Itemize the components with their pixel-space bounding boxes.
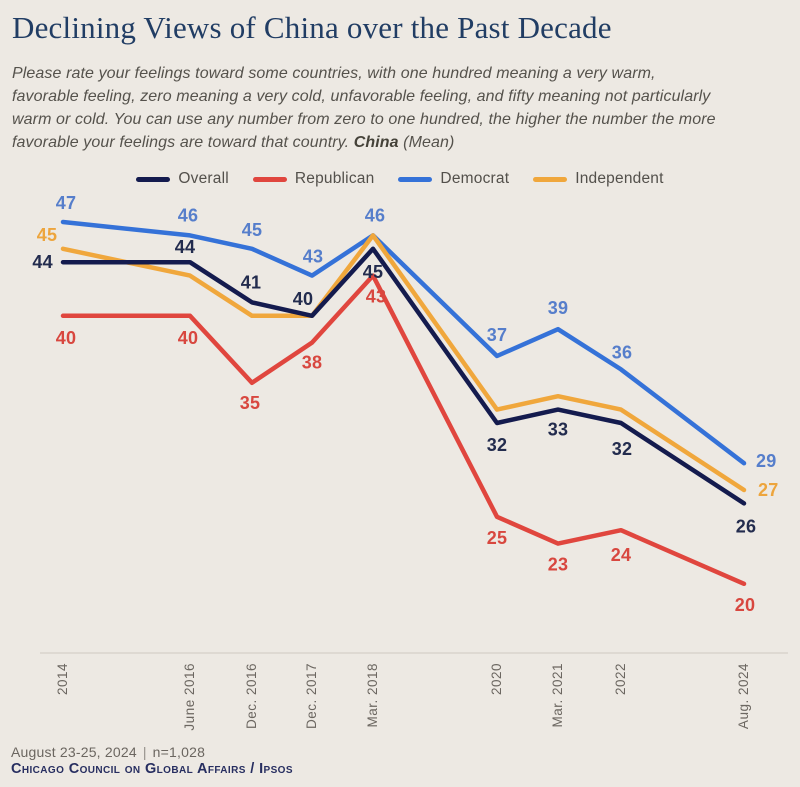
x-axis-label	[54, 663, 72, 749]
value-label-overall: 40	[292, 288, 314, 309]
value-label-overall: 44	[174, 237, 196, 258]
value-label-democrat: 43	[302, 246, 324, 267]
value-label-republican: 38	[301, 352, 323, 373]
x-axis-label	[488, 663, 506, 749]
x-axis-label	[181, 663, 199, 749]
x-axis-label	[549, 663, 567, 749]
x-axis-label-text: June 2016	[182, 663, 197, 731]
x-axis-label	[303, 663, 321, 749]
survey-info	[11, 744, 205, 760]
value-label-independent: 45	[36, 224, 58, 245]
x-axis-label-text: Dec. 2017	[304, 663, 319, 730]
survey-dates: August 23-25, 2024	[11, 744, 137, 760]
x-axis-label	[735, 663, 753, 749]
subtitle-measure: (Mean)	[398, 134, 455, 151]
x-axis-label-text: 2020	[489, 663, 504, 696]
separator: |	[142, 744, 147, 760]
value-label-democrat: 47	[55, 193, 77, 213]
value-label-overall: 26	[735, 516, 757, 537]
value-label-democrat: 45	[241, 219, 263, 240]
x-axis-label	[364, 663, 382, 749]
value-label-republican: 25	[486, 527, 508, 548]
value-label-democrat: 46	[177, 205, 199, 226]
value-label-republican: 43	[365, 286, 387, 307]
x-axis-label-text: 2022	[613, 663, 628, 696]
value-label-overall: 32	[611, 439, 633, 459]
x-axis-label-text: Aug. 2024	[736, 663, 751, 730]
x-axis-label-text: 2014	[55, 663, 70, 696]
value-label-overall: 32	[486, 435, 508, 455]
value-label-republican: 40	[177, 327, 199, 348]
legend-label: Democrat	[440, 170, 510, 187]
x-axis-label	[243, 663, 261, 749]
value-label-overall: 41	[240, 272, 262, 293]
line-democrat	[63, 219, 744, 463]
source-attribution: Chicago Council on Global Affairs / Ipsos	[11, 761, 293, 777]
subtitle-text: Please rate your feelings toward some countries, with one hundred meaning a very warm, favorable feeling, zero meaning a very cold, unfavorable feeling, and fifty meaning not particularly warm or cold. You can use any number from zero to one hundred, the higher the number the more favorable your feelings are toward that country.	[12, 65, 716, 151]
value-label-democrat: 29	[756, 451, 777, 472]
legend-label: Republican	[294, 170, 375, 187]
value-label-independent: 27	[758, 480, 779, 500]
value-label-democrat: 46	[364, 205, 386, 226]
value-label-democrat: 37	[486, 325, 508, 345]
line-republican	[63, 276, 744, 584]
value-label-republican: 40	[55, 327, 77, 348]
subtitle-country: China	[353, 134, 399, 151]
value-label-republican: 23	[547, 554, 569, 575]
x-axis-label-text: Mar. 2018	[365, 663, 380, 728]
sample-size: n=1,028	[152, 744, 206, 760]
value-label-democrat: 36	[611, 342, 633, 363]
legend-label: Independent	[575, 170, 664, 187]
value-label-overall: 45	[362, 261, 384, 282]
value-label-republican: 35	[239, 392, 261, 413]
x-axis-label-text: Mar. 2021	[550, 663, 565, 728]
value-label-republican: 24	[610, 545, 632, 566]
value-label-republican: 20	[734, 594, 756, 615]
x-axis-label	[612, 663, 630, 749]
line-independent	[63, 235, 744, 490]
value-label-overall: 33	[547, 419, 569, 440]
x-axis-label-text: Dec. 2016	[244, 663, 259, 730]
legend-label: Overall	[178, 170, 229, 187]
page-title: Declining Views of China over the Past Decade	[12, 10, 612, 45]
value-label-overall: 44	[32, 252, 53, 273]
value-label-democrat: 39	[547, 298, 569, 319]
